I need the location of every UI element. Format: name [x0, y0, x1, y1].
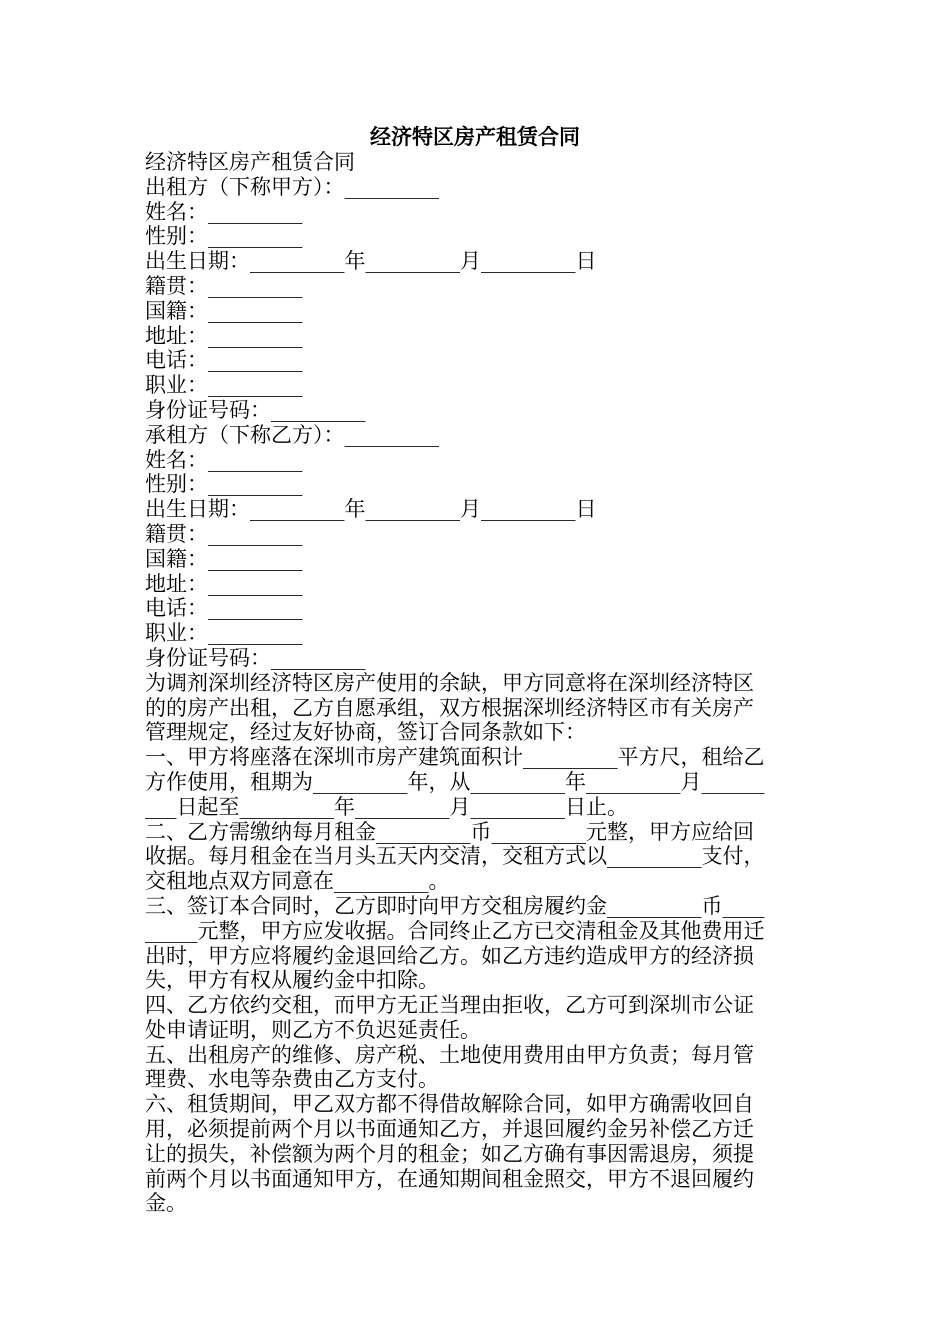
document-line: 籍贯：_________ — [145, 521, 303, 546]
document-line: 二、乙方需缴纳每月租金_________币_________元整，甲方应给回 — [145, 819, 754, 844]
document-line: 地址：_________ — [145, 571, 303, 596]
document-line: 姓名：_________ — [145, 199, 303, 224]
document-line: 一、甲方将座落在深圳市房产建筑面积计_________平方尺，租给乙 — [145, 745, 765, 770]
document-line: 职业：_________ — [145, 373, 303, 398]
document-line: 前两个月以书面通知甲方，在通知期间租金照交，甲方不退回履约 — [145, 1166, 754, 1191]
document-line: 性别：_________ — [145, 224, 303, 249]
document-line: 经济特区房产租赁合同 — [145, 150, 355, 174]
document-line: 承租方（下称乙方）：_________ — [145, 422, 439, 447]
document-line: 金。 — [145, 1191, 187, 1216]
document-line: 身份证号码：_________ — [145, 645, 366, 670]
document-line: 出生日期：_________年_________月_________日 — [145, 497, 597, 522]
document-line: 出生日期：_________年_________月_________日 — [145, 249, 597, 274]
document-line: 出时，甲方应将履约金退回给乙方。如乙方违约造成甲方的经济损 — [145, 943, 754, 968]
document-line: 国籍：_________ — [145, 546, 303, 571]
document-line: 的的房产出租，乙方自愿承组，双方根据深圳经济特区市有关房产 — [145, 695, 754, 720]
document-line: 五、出租房产的维修、房产税、土地使用费用由甲方负责；每月管 — [145, 1042, 754, 1067]
document-line: 方作使用，租期为_________年，从_________年_________月______ — [145, 769, 765, 794]
document-line: 性别：_________ — [145, 472, 303, 497]
document-line: 用，必须提前两个月以书面通知乙方，并退回履约金另补偿乙方迁 — [145, 1117, 754, 1142]
document-line: 出租方（下称甲方）：_________ — [145, 174, 439, 199]
document-line: ___日起至_________年_________月_________日止。 — [145, 794, 628, 819]
document-line: 国籍：_________ — [145, 298, 303, 323]
document-line: 处申请证明，则乙方不负迟延责任。 — [145, 1017, 481, 1042]
document-line: 失，甲方有权从履约金中扣除。 — [145, 968, 439, 993]
document-line: 电话：_________ — [145, 348, 303, 373]
document-line: 地址：_________ — [145, 323, 303, 348]
document-line: _____元整，甲方应发收据。合同终止乙方已交清租金及其他费用迁 — [145, 918, 765, 943]
document-body — [145, 150, 805, 1216]
document-line: 六、租赁期间，甲乙双方都不得借故解除合同，如甲方确需收回自 — [145, 1092, 754, 1117]
document-line: 收据。每月租金在当月头五天内交清，交租方式以_________支付， — [145, 844, 765, 869]
document-line: 理费、水电等杂费由乙方支付。 — [145, 1067, 439, 1092]
document-line: 籍贯：_________ — [145, 273, 303, 298]
document-line: 交租地点双方同意在_________。 — [145, 869, 450, 894]
document-line: 四、乙方依约交租，而甲方无正当理由拒收，乙方可到深圳市公证 — [145, 993, 754, 1018]
document-line: 姓名：_________ — [145, 447, 303, 472]
document-line: 身份证号码：_________ — [145, 397, 366, 422]
document-line: 职业：_________ — [145, 621, 303, 646]
document-line: 为调剂深圳经济特区房产使用的余缺，甲方同意将在深圳经济特区 — [145, 670, 754, 695]
document-line: 管理规定，经过友好协商，签订合同条款如下： — [145, 720, 586, 745]
document-title: 经济特区房产租赁合同 — [370, 124, 580, 149]
document-line: 让的损失，补偿额为两个月的租金；如乙方确有事因需退房，须提 — [145, 1141, 754, 1166]
document-line: 三、签订本合同时，乙方即时向甲方交租房履约金_________币____ — [145, 893, 765, 918]
document-line: 电话：_________ — [145, 596, 303, 621]
